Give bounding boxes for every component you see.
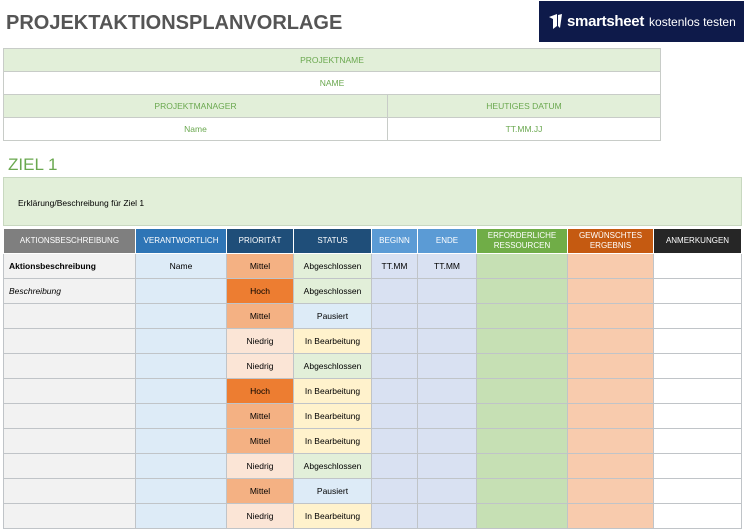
- notes-cell[interactable]: [654, 304, 742, 329]
- project-manager-value[interactable]: Name: [4, 118, 388, 141]
- smartsheet-logo-icon: [549, 14, 562, 29]
- start-cell[interactable]: TT.MM: [372, 254, 418, 279]
- start-cell[interactable]: [372, 304, 418, 329]
- owner-cell[interactable]: [136, 504, 227, 529]
- owner-cell[interactable]: [136, 279, 227, 304]
- column-header-owner: VERANTWORTLICH: [136, 229, 227, 254]
- status-cell[interactable]: Abgeschlossen: [294, 254, 372, 279]
- outcome-cell[interactable]: [568, 329, 654, 354]
- action-cell[interactable]: [4, 304, 136, 329]
- outcome-cell[interactable]: [568, 254, 654, 279]
- table-row: [4, 479, 742, 504]
- table-row: [4, 254, 742, 279]
- column-header-notes: ANMERKUNGEN: [654, 229, 742, 254]
- priority-cell[interactable]: Niedrig: [227, 354, 294, 379]
- column-header-start: BEGINN: [372, 229, 418, 254]
- end-cell[interactable]: [418, 279, 477, 304]
- owner-cell[interactable]: [136, 404, 227, 429]
- table-header-row: [4, 229, 742, 254]
- start-cell[interactable]: [372, 329, 418, 354]
- status-cell[interactable]: In Bearbeitung: [294, 329, 372, 354]
- start-cell[interactable]: [372, 429, 418, 454]
- table-row: [4, 304, 742, 329]
- date-label: HEUTIGES DATUM: [388, 95, 661, 118]
- action-cell[interactable]: [4, 379, 136, 404]
- owner-cell[interactable]: [136, 329, 227, 354]
- notes-cell[interactable]: [654, 504, 742, 529]
- start-cell[interactable]: [372, 404, 418, 429]
- column-header-action-description: AKTIONSBESCHREIBUNG: [4, 229, 136, 254]
- outcome-cell[interactable]: [568, 479, 654, 504]
- notes-cell[interactable]: [654, 429, 742, 454]
- status-cell[interactable]: Abgeschlossen: [294, 454, 372, 479]
- end-cell[interactable]: [418, 329, 477, 354]
- action-cell[interactable]: [4, 504, 136, 529]
- project-name-label: PROJEKTNAME: [4, 49, 661, 72]
- end-cell[interactable]: [418, 404, 477, 429]
- priority-cell[interactable]: Mittel: [227, 479, 294, 504]
- action-cell[interactable]: Aktionsbeschreibung: [4, 254, 136, 279]
- owner-cell[interactable]: [136, 429, 227, 454]
- notes-cell[interactable]: [654, 379, 742, 404]
- status-cell[interactable]: In Bearbeitung: [294, 404, 372, 429]
- brand-cta: kostenlos testen: [649, 14, 736, 29]
- priority-cell[interactable]: Mittel: [227, 429, 294, 454]
- priority-cell[interactable]: Niedrig: [227, 329, 294, 354]
- outcome-cell[interactable]: [568, 429, 654, 454]
- notes-cell[interactable]: [654, 279, 742, 304]
- table-row: [4, 279, 742, 304]
- smartsheet-trial-banner[interactable]: [539, 1, 744, 42]
- end-cell[interactable]: TT.MM: [418, 254, 477, 279]
- resources-cell[interactable]: [477, 429, 568, 454]
- end-cell[interactable]: [418, 454, 477, 479]
- priority-cell[interactable]: Hoch: [227, 379, 294, 404]
- start-cell[interactable]: [372, 279, 418, 304]
- action-cell[interactable]: [4, 354, 136, 379]
- page-title: PROJEKTAKTIONSPLANVORLAGE: [6, 12, 343, 34]
- start-cell[interactable]: [372, 354, 418, 379]
- owner-cell[interactable]: [136, 479, 227, 504]
- start-cell[interactable]: [372, 454, 418, 479]
- resources-cell[interactable]: [477, 379, 568, 404]
- end-cell[interactable]: [418, 379, 477, 404]
- owner-cell[interactable]: Name: [136, 254, 227, 279]
- priority-cell[interactable]: Niedrig: [227, 504, 294, 529]
- status-cell[interactable]: Abgeschlossen: [294, 354, 372, 379]
- brand-name: smartsheet: [567, 13, 645, 30]
- status-cell[interactable]: In Bearbeitung: [294, 379, 372, 404]
- outcome-cell[interactable]: [568, 404, 654, 429]
- end-cell[interactable]: [418, 429, 477, 454]
- outcome-cell[interactable]: [568, 304, 654, 329]
- notes-cell[interactable]: [654, 354, 742, 379]
- resources-cell[interactable]: [477, 329, 568, 354]
- resources-cell[interactable]: [477, 254, 568, 279]
- resources-cell[interactable]: [477, 454, 568, 479]
- owner-cell[interactable]: [136, 304, 227, 329]
- outcome-cell[interactable]: [568, 379, 654, 404]
- resources-cell[interactable]: [477, 479, 568, 504]
- table-row: [4, 354, 742, 379]
- start-cell[interactable]: [372, 479, 418, 504]
- action-cell[interactable]: [4, 404, 136, 429]
- column-header-priority: PRIORITÄT: [227, 229, 294, 254]
- action-cell[interactable]: [4, 429, 136, 454]
- status-cell[interactable]: In Bearbeitung: [294, 504, 372, 529]
- end-cell[interactable]: [418, 304, 477, 329]
- status-cell[interactable]: Pausiert: [294, 479, 372, 504]
- resources-cell[interactable]: [477, 404, 568, 429]
- owner-cell[interactable]: [136, 454, 227, 479]
- status-cell[interactable]: Abgeschlossen: [294, 279, 372, 304]
- end-cell[interactable]: [418, 479, 477, 504]
- resources-cell[interactable]: [477, 504, 568, 529]
- column-header-resources: ERFORDERLICHE RESSOURCEN: [477, 229, 568, 254]
- owner-cell[interactable]: [136, 379, 227, 404]
- column-header-status: STATUS: [294, 229, 372, 254]
- outcome-cell[interactable]: [568, 454, 654, 479]
- outcome-cell[interactable]: [568, 354, 654, 379]
- action-table: [3, 228, 742, 529]
- priority-cell[interactable]: Mittel: [227, 404, 294, 429]
- table-row: [4, 454, 742, 479]
- notes-cell[interactable]: [654, 254, 742, 279]
- goal-description[interactable]: [3, 177, 742, 226]
- table-row: [4, 379, 742, 404]
- resources-cell[interactable]: [477, 279, 568, 304]
- project-name-value[interactable]: NAME: [4, 72, 661, 95]
- goal-description-text: Erklärung/Beschreibung für Ziel 1: [18, 198, 145, 208]
- end-cell[interactable]: [418, 354, 477, 379]
- project-info-table: [3, 48, 661, 141]
- notes-cell[interactable]: [654, 404, 742, 429]
- notes-cell[interactable]: [654, 454, 742, 479]
- priority-cell[interactable]: Hoch: [227, 279, 294, 304]
- goal-title: ZIEL 1: [8, 155, 58, 174]
- notes-cell[interactable]: [654, 479, 742, 504]
- status-cell[interactable]: In Bearbeitung: [294, 429, 372, 454]
- status-cell[interactable]: Pausiert: [294, 304, 372, 329]
- action-cell[interactable]: Beschreibung: [4, 279, 136, 304]
- date-value[interactable]: TT.MM.JJ: [388, 118, 661, 141]
- column-header-outcome: GEWÜNSCHTES ERGEBNIS: [568, 229, 654, 254]
- table-row: [4, 329, 742, 354]
- outcome-cell[interactable]: [568, 279, 654, 304]
- priority-cell[interactable]: Niedrig: [227, 454, 294, 479]
- project-manager-label: PROJEKTMANAGER: [4, 95, 388, 118]
- table-row: [4, 404, 742, 429]
- start-cell[interactable]: [372, 379, 418, 404]
- priority-cell[interactable]: Mittel: [227, 254, 294, 279]
- end-cell[interactable]: [418, 504, 477, 529]
- notes-cell[interactable]: [654, 329, 742, 354]
- priority-cell[interactable]: Mittel: [227, 304, 294, 329]
- owner-cell[interactable]: [136, 354, 227, 379]
- table-row: [4, 504, 742, 529]
- action-cell[interactable]: [4, 454, 136, 479]
- outcome-cell[interactable]: [568, 504, 654, 529]
- action-cell[interactable]: [4, 329, 136, 354]
- column-header-end: ENDE: [418, 229, 477, 254]
- resources-cell[interactable]: [477, 304, 568, 329]
- action-cell[interactable]: [4, 479, 136, 504]
- resources-cell[interactable]: [477, 354, 568, 379]
- table-row: [4, 429, 742, 454]
- start-cell[interactable]: [372, 504, 418, 529]
